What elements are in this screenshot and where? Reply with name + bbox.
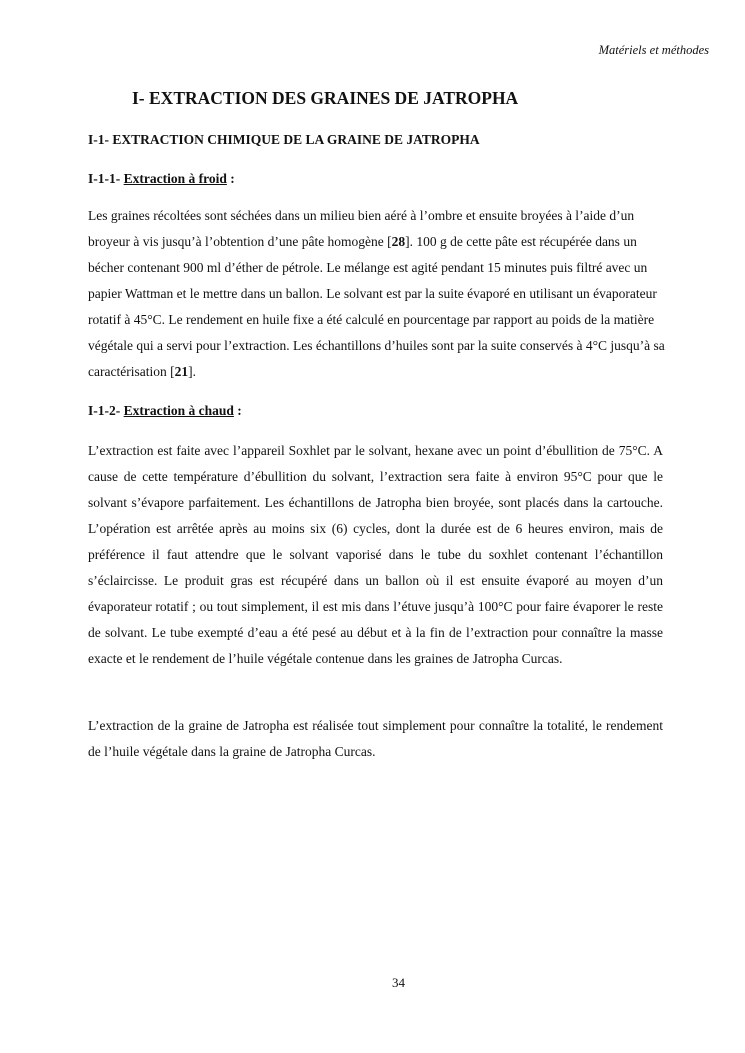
page-number: 34	[392, 975, 405, 990]
conclusion-paragraph: L’extraction de la graine de Jatropha est réalisée tout simplement pour connaître la totalité, le rendement de l’huile végétale dans la graine de Jatropha Curcas.	[88, 718, 663, 759]
subsection-title: I-1- EXTRACTION CHIMIQUE DE LA GRAINE DE JATROPHA	[88, 132, 480, 147]
paragraph-text: Les graines récoltées sont séchées dans un milieu bien aéré à l’ombre et ensuite broyées à l’aide d’un broyeur à vis jusqu’à l’obtention d’une pâte homogène [	[88, 208, 635, 249]
paragraph-text: ]. 100 g de cette pâte est récupérée dans un bécher contenant 900 ml d’éther de pétrole. Le mélange est agité pendant 15 minutes puis filtré avec un papier Wattman et le mettre dans un ballon. Le solvant est par la suite évaporé en utilisant un évaporateur rotatif à 45°C. Le rendement en huile fixe a été calculé en pourcentage par rapport au poids de la matière végétale qui a servi pour l’extraction. Les échantillons d’huiles sont par la suite conservés à 4°C jusqu’à sa caractérisation [	[88, 234, 665, 379]
hot-extraction-paragraph: L’extraction est faite avec l’appareil Soxhlet par le solvant, hexane avec un point d’ébullition de 75°C. A cause de cette température d’ébullition du solvant, l’extraction sera faite à environ 95°C pour que le solvant s’évapore parfaitement. Les échantillons de Jatropha bien broyée, sont placés dans la cartouche. L’opération est arrêtée après au moins six (6) cycles, dont la durée est de 6 heures environ, mais de préférence il faut attendre que le solvant vaporisé dans le tube du soxhlet contenant l’échantillon s’éclaircisse. Le produit gras est récupéré dans un ballon où il est ensuite évaporé au moyen d’un évaporateur rotatif ; ou tout simplement, il est mis dans l’étuve jusqu’à 100°C pour faire évaporer le reste de solvant. Le tube exempté d’eau a été pesé au début et à la fin de l’extraction pour connaître la masse exacte et le rendement de l’huile végétale contenue dans les graines de Jatropha Curcas.	[88, 443, 663, 666]
heading-number: I-1-1-	[88, 171, 121, 186]
heading-number: I-1-2-	[88, 403, 121, 418]
citation: 21	[174, 364, 189, 379]
heading-title: Extraction à chaud	[123, 403, 234, 418]
heading-title: Extraction à froid	[123, 171, 227, 186]
section-title: I- EXTRACTION DES GRAINES DE JATROPHA	[132, 88, 519, 108]
cold-extraction-paragraph	[88, 203, 668, 385]
cold-extraction-heading	[88, 171, 235, 187]
paragraph-text: ].	[188, 364, 196, 379]
hot-extraction-heading	[88, 403, 242, 419]
running-header: Matériels et méthodes	[598, 43, 709, 57]
heading-colon: :	[230, 171, 235, 186]
heading-colon: :	[237, 403, 242, 418]
citation: 28	[391, 234, 406, 249]
